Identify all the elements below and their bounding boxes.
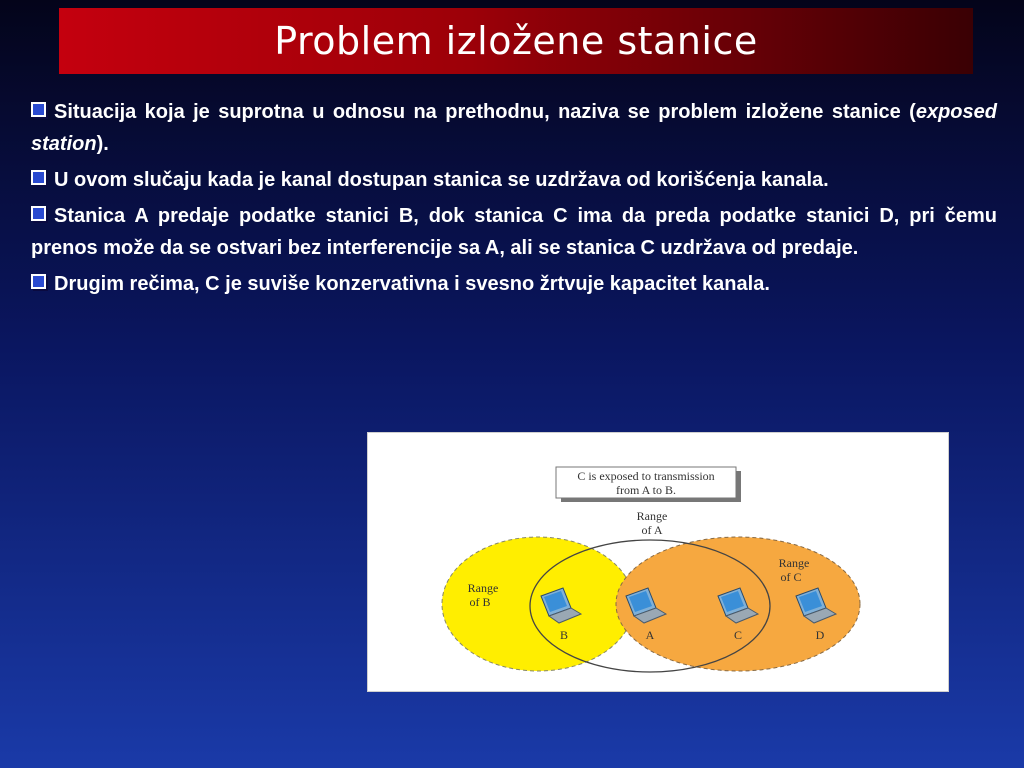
slide-title: Problem izložene stanice <box>274 19 758 63</box>
station-c-label: C <box>733 628 743 642</box>
checkbox-bullet-icon <box>31 102 46 117</box>
bullet-italic-text: exposed station <box>31 101 997 155</box>
range-b-label-line1: Range <box>467 581 499 595</box>
bullet-text: Drugim rečima, C je suviše konzervativna i svesno žrtvuje kapacitet kanala. <box>54 273 770 295</box>
diagram-svg <box>368 433 948 691</box>
bullet-list <box>31 96 997 304</box>
bullet-item <box>31 268 997 300</box>
checkbox-bullet-icon <box>31 206 46 221</box>
station-a-label: A <box>645 628 655 642</box>
station-d-label: D <box>815 628 825 642</box>
range-a-label-line2: of A <box>641 523 663 537</box>
bullet-text: Situacija koja je suprotna u odnosu na prethodnu, naziva se problem izložene stanice ( <box>54 101 916 123</box>
bullet-text: ). <box>96 133 109 155</box>
station-b-label: B <box>559 628 569 642</box>
range-b-label-line2: of B <box>469 595 491 609</box>
title-bar <box>59 8 973 74</box>
checkbox-bullet-icon <box>31 274 46 289</box>
callout-text-line1: C is exposed to transmission <box>577 469 715 483</box>
bullet-item <box>31 164 997 196</box>
bullet-text: Stanica A predaje podatke stanici B, dok stanica C ima da preda podatke stanici D, pri čemu prenos može da se ostvari bez interferencije sa A, ali se stanica C uzdržava od predaje. <box>31 205 997 259</box>
range-c-label-line1: Range <box>778 556 810 570</box>
checkbox-bullet-icon <box>31 170 46 185</box>
bullet-text: U ovom slučaju kada je kanal dostupan stanica se uzdržava od korišćenja kanala. <box>54 169 829 191</box>
callout-text-line2: from A to B. <box>615 483 677 497</box>
range-c-label-line2: of C <box>780 570 802 584</box>
range-a-label-line1: Range <box>636 509 668 523</box>
bullet-item <box>31 96 997 160</box>
exposed-station-diagram <box>367 432 949 692</box>
bullet-item <box>31 200 997 264</box>
